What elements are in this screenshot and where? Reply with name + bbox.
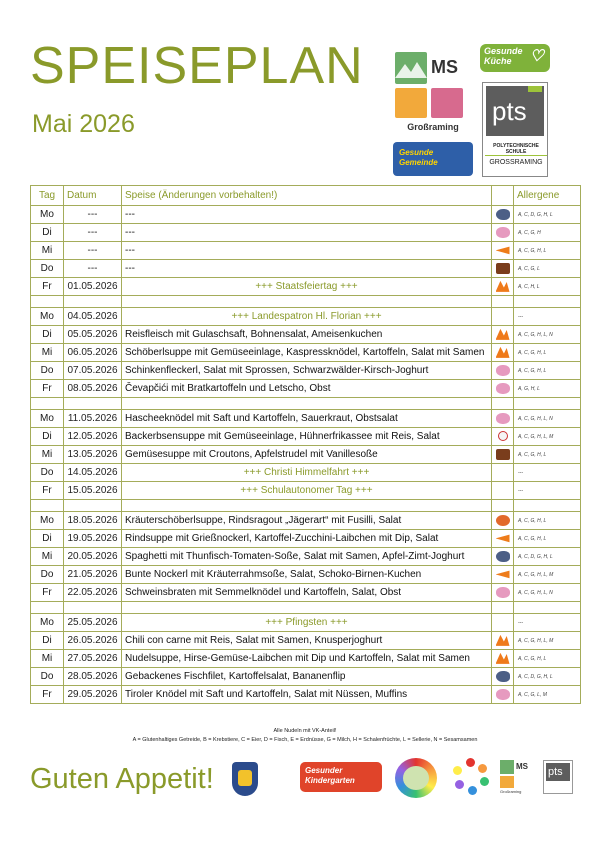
spacer-row — [31, 602, 581, 614]
cell-day: Mo — [31, 206, 64, 224]
cell-allergens: A, C, G, H, L, M — [514, 632, 581, 650]
header-dish: Speise (Änderungen vorbehalten!) — [122, 186, 492, 206]
gesunde-gemeinde-logo: Gesunde Gemeinde — [393, 142, 473, 176]
cell-dish: Backerbsensuppe mit Gemüseeinlage, Hühnerfrikassee mit Reis, Salat — [122, 428, 492, 446]
spacer-cell — [64, 398, 122, 410]
cell-date: 01.05.2026 — [64, 278, 122, 296]
cell-icon — [492, 686, 514, 704]
cell-allergens: A, C, G, H, L, N — [514, 326, 581, 344]
pts-place: GROSSRAMING — [485, 155, 547, 166]
cell-day: Mi — [31, 242, 64, 260]
ms-logo-text: MS — [431, 57, 458, 77]
cell-day: Do — [31, 260, 64, 278]
cell-allergens: A, C, G, H, L — [514, 650, 581, 668]
cell-date: 05.05.2026 — [64, 326, 122, 344]
cell-day: Fr — [31, 278, 64, 296]
spacer-cell — [514, 296, 581, 308]
table-row — [31, 614, 581, 632]
cell-allergens: A, C, G, H, L — [514, 362, 581, 380]
cell-date: 06.05.2026 — [64, 344, 122, 362]
cell-date: 15.05.2026 — [64, 482, 122, 500]
spacer-cell — [31, 296, 64, 308]
cell-icon — [492, 446, 514, 464]
spacer-cell — [122, 602, 492, 614]
table-row — [31, 410, 581, 428]
table-row — [31, 566, 581, 584]
cell-icon — [492, 224, 514, 242]
carrot-icon — [496, 569, 510, 580]
gesunder-kindergarten-logo: Gesunder Kindergarten — [300, 762, 382, 792]
cell-allergens: A, G, H, L — [514, 380, 581, 398]
cell-date: 13.05.2026 — [64, 446, 122, 464]
header-allergens: Allergene — [514, 186, 581, 206]
carrot-icon — [496, 245, 510, 256]
cell-date: 27.05.2026 — [64, 650, 122, 668]
cell-dish: --- — [122, 242, 492, 260]
cell-icon — [492, 344, 514, 362]
spacer-cell — [492, 296, 514, 308]
table-row — [31, 242, 581, 260]
cell-allergens: A, C, G, H, L — [514, 530, 581, 548]
vegetable-icon — [496, 347, 510, 358]
cell-dish: Schweinsbraten mit Semmelknödel und Kartoffeln, Salat, Obst — [122, 584, 492, 602]
cell-allergens: --- — [514, 482, 581, 500]
cell-date: 18.05.2026 — [64, 512, 122, 530]
cell-icon — [492, 362, 514, 380]
cell-allergens: A, C, G, H — [514, 224, 581, 242]
table-row — [31, 206, 581, 224]
cell-day: Mo — [31, 614, 64, 632]
table-row — [31, 668, 581, 686]
gesunde-kueche-logo — [480, 44, 550, 72]
cell-dish: --- — [122, 206, 492, 224]
cell-icon — [492, 278, 514, 296]
carrot-icon — [496, 533, 510, 544]
hearts-logo — [452, 758, 490, 798]
cell-dish: Chili con carne mit Reis, Salat mit Samen, Knusperjoghurt — [122, 632, 492, 650]
cell-holiday: +++ Schulautonomer Tag +++ — [122, 482, 492, 500]
vegetable-icon — [496, 329, 510, 340]
spacer-cell — [492, 500, 514, 512]
spacer-row — [31, 398, 581, 410]
noodle-note: Alle Nudeln mit VK-Anteil! — [273, 728, 337, 734]
cell-icon — [492, 308, 514, 326]
cell-date: --- — [64, 206, 122, 224]
cell-date: 04.05.2026 — [64, 308, 122, 326]
pig-icon — [496, 365, 510, 376]
spacer-cell — [64, 602, 122, 614]
cell-date: 12.05.2026 — [64, 428, 122, 446]
cell-date: 28.05.2026 — [64, 668, 122, 686]
header-icon — [492, 186, 514, 206]
cell-dish: --- — [122, 260, 492, 278]
footer-title: Guten Appetit! — [30, 763, 214, 795]
cell-date: 19.05.2026 — [64, 530, 122, 548]
cake-icon — [496, 449, 510, 460]
ms-logo-place: Großraming — [407, 122, 459, 132]
spacer-row — [31, 500, 581, 512]
cell-dish: Gebackenes Fischfilet, Kartoffelsalat, Bananenflip — [122, 668, 492, 686]
cell-allergens: A, C, G, L — [514, 260, 581, 278]
vegetable-icon — [496, 281, 510, 292]
vegetable-icon — [496, 653, 510, 664]
cell-icon — [492, 668, 514, 686]
spacer-cell — [492, 602, 514, 614]
cell-icon — [492, 326, 514, 344]
cell-dish: Spaghetti mit Thunfisch-Tomaten-Soße, Salat mit Samen, Apfel-Zimt-Joghurt — [122, 548, 492, 566]
table-row — [31, 428, 581, 446]
cell-day: Do — [31, 668, 64, 686]
footer-ms-place: Großraming — [500, 789, 522, 794]
gesunde-kueche-text: Gesunde Küche — [484, 46, 523, 66]
cell-day: Mo — [31, 410, 64, 428]
cell-date: --- — [64, 260, 122, 278]
spacer-cell — [31, 398, 64, 410]
spacer-cell — [31, 500, 64, 512]
cell-day: Fr — [31, 584, 64, 602]
cell-dish: Gemüsesuppe mit Croutons, Apfelstrudel mit Vanillesoße — [122, 446, 492, 464]
cell-day: Mi — [31, 446, 64, 464]
table-row — [31, 362, 581, 380]
fish-icon — [496, 551, 510, 562]
spacer-cell — [514, 398, 581, 410]
cell-allergens: A, C, H, L — [514, 278, 581, 296]
table-row — [31, 260, 581, 278]
cell-allergens: A, C, G, H, L, N — [514, 410, 581, 428]
cell-icon — [492, 530, 514, 548]
table-row — [31, 464, 581, 482]
cell-dish: Nudelsuppe, Hirse-Gemüse-Laibchen mit Dip und Kartoffeln, Salat mit Samen — [122, 650, 492, 668]
table-row — [31, 380, 581, 398]
cell-allergens: A, C, D, G, H, L — [514, 206, 581, 224]
cell-day: Do — [31, 464, 64, 482]
cell-icon — [492, 464, 514, 482]
kindergarten-rainbow-logo — [395, 758, 437, 798]
cell-day: Fr — [31, 482, 64, 500]
pig-icon — [496, 227, 510, 238]
pts-accent — [528, 86, 542, 92]
table-row — [31, 446, 581, 464]
table-row — [31, 326, 581, 344]
table-row — [31, 308, 581, 326]
cell-date: --- — [64, 242, 122, 260]
cell-icon — [492, 380, 514, 398]
footer-ms-logo — [500, 760, 532, 794]
cell-date: 29.05.2026 — [64, 686, 122, 704]
footer-pts-text: pts — [546, 763, 570, 781]
cell-allergens: --- — [514, 308, 581, 326]
cell-day: Di — [31, 224, 64, 242]
pig-icon — [496, 413, 510, 424]
cell-day: Fr — [31, 380, 64, 398]
spacer-cell — [64, 500, 122, 512]
menu-body — [31, 206, 581, 704]
cell-allergens: A, C, G, H, L, M — [514, 566, 581, 584]
cell-allergens: A, C, D, G, H, L — [514, 668, 581, 686]
cell-holiday: +++ Pfingsten +++ — [122, 614, 492, 632]
spacer-cell — [31, 602, 64, 614]
cell-allergens: A, C, D, G, H, L — [514, 548, 581, 566]
cell-day: Do — [31, 362, 64, 380]
cell-day: Mi — [31, 650, 64, 668]
cell-day: Di — [31, 326, 64, 344]
pts-logo-text: pts — [492, 96, 527, 126]
table-row — [31, 584, 581, 602]
pts-school-name: POLYTECHNISCHE SCHULE — [493, 143, 539, 155]
cell-holiday: +++ Christi Himmelfahrt +++ — [122, 464, 492, 482]
cell-day: Mo — [31, 308, 64, 326]
cell-dish: Schöberlsuppe mit Gemüseeinlage, Kaspressknödel, Kartoffeln, Salat mit Samen — [122, 344, 492, 362]
cell-date: 21.05.2026 — [64, 566, 122, 584]
table-row — [31, 224, 581, 242]
cell-allergens: --- — [514, 464, 581, 482]
cell-dish: Tiroler Knödel mit Saft und Kartoffeln, Salat mit Nüssen, Muffins — [122, 686, 492, 704]
cell-icon — [492, 260, 514, 278]
cell-icon — [492, 614, 514, 632]
header-day: Tag — [31, 186, 64, 206]
logo-group — [390, 40, 570, 180]
cell-date: 11.05.2026 — [64, 410, 122, 428]
cell-day: Fr — [31, 686, 64, 704]
cell-day: Mi — [31, 344, 64, 362]
cell-date: 25.05.2026 — [64, 614, 122, 632]
table-row — [31, 278, 581, 296]
footer-ms-text: MS — [516, 762, 528, 771]
cell-allergens: A, C, G, H, L — [514, 344, 581, 362]
cell-icon — [492, 548, 514, 566]
allergen-legend: A = Glutenhaltiges Getreide, B = Krebstiere, C = Eier, D = Fisch, E = Erdnüsse, G = Milch, H = Schalenfrüchte, L = Sellerie, N = Sesamsamen — [132, 737, 478, 743]
table-header-row — [31, 186, 581, 206]
cell-date: 14.05.2026 — [64, 464, 122, 482]
header-date: Datum — [64, 186, 122, 206]
page-subtitle: Mai 2026 — [32, 110, 135, 138]
cell-day: Di — [31, 428, 64, 446]
cell-icon — [492, 650, 514, 668]
cell-dish: Hascheeknödel mit Saft und Kartoffeln, Sauerkraut, Obstsalat — [122, 410, 492, 428]
cell-dish: Reisfleisch mit Gulaschsaft, Bohnensalat, Ameisenkuchen — [122, 326, 492, 344]
cell-allergens: A, C, G, H, L — [514, 242, 581, 260]
cell-dish: --- — [122, 224, 492, 242]
cell-date: 07.05.2026 — [64, 362, 122, 380]
spacer-cell — [492, 398, 514, 410]
fish-icon — [496, 209, 510, 220]
mountain-icon — [395, 52, 427, 84]
cell-day: Mi — [31, 548, 64, 566]
cell-icon — [492, 632, 514, 650]
cell-day: Di — [31, 632, 64, 650]
cell-allergens: A, C, G, H, L, M — [514, 428, 581, 446]
cell-dish: Schinkenfleckerl, Salat mit Sprossen, Schwarzwälder-Kirsch-Joghurt — [122, 362, 492, 380]
heart-icon: ♡ — [529, 48, 544, 65]
cell-dish: Bunte Nockerl mit Kräuterrahmsoße, Salat, Schoko-Birnen-Kuchen — [122, 566, 492, 584]
cell-icon — [492, 584, 514, 602]
cell-holiday: +++ Landespatron Hl. Florian +++ — [122, 308, 492, 326]
table-row — [31, 548, 581, 566]
cell-day: Di — [31, 530, 64, 548]
vegetable-icon — [496, 635, 510, 646]
cell-allergens: A, C, G, L, M — [514, 686, 581, 704]
cell-icon — [492, 242, 514, 260]
cell-icon — [492, 512, 514, 530]
cake-icon — [496, 263, 510, 274]
cell-icon — [492, 566, 514, 584]
spacer-cell — [122, 398, 492, 410]
table-row — [31, 686, 581, 704]
coat-of-arms-icon — [232, 762, 258, 796]
table-row — [31, 650, 581, 668]
footer-pts-logo — [543, 760, 573, 794]
cell-allergens: --- — [514, 614, 581, 632]
cell-day: Mo — [31, 512, 64, 530]
cell-icon — [492, 410, 514, 428]
pts-logo-box — [486, 86, 544, 136]
spacer-cell — [122, 296, 492, 308]
pts-logo — [482, 82, 548, 177]
ms-logo-images — [395, 88, 465, 132]
cell-date: 08.05.2026 — [64, 380, 122, 398]
cell-allergens: A, C, G, H, L, N — [514, 584, 581, 602]
cell-date: 26.05.2026 — [64, 632, 122, 650]
spacer-cell — [122, 500, 492, 512]
chicken-icon — [498, 431, 508, 441]
cell-icon — [492, 428, 514, 446]
cell-day: Do — [31, 566, 64, 584]
ms-logo — [395, 52, 477, 84]
pig-icon — [496, 587, 510, 598]
table-row — [31, 632, 581, 650]
cell-dish: Čevapčići mit Bratkartoffeln und Letscho, Obst — [122, 380, 492, 398]
fish-icon — [496, 671, 510, 682]
page-title: SPEISEPLAN — [30, 37, 364, 95]
bus-icon — [395, 88, 427, 118]
menu-table — [30, 185, 581, 704]
cell-dish: Rindsuppe mit Grießnockerl, Kartoffel-Zucchini-Laibchen mit Dip, Salat — [122, 530, 492, 548]
table-row — [31, 530, 581, 548]
pig-icon — [496, 689, 510, 700]
cell-date: 20.05.2026 — [64, 548, 122, 566]
cell-allergens: A, C, G, H, L — [514, 446, 581, 464]
spacer-cell — [514, 500, 581, 512]
table-row — [31, 344, 581, 362]
cell-date: 22.05.2026 — [64, 584, 122, 602]
cell-holiday: +++ Staatsfeiertag +++ — [122, 278, 492, 296]
people-icon — [431, 88, 463, 118]
spacer-row — [31, 296, 581, 308]
pig-icon — [496, 383, 510, 394]
spacer-cell — [514, 602, 581, 614]
cell-allergens: A, C, G, H, L — [514, 512, 581, 530]
spacer-cell — [64, 296, 122, 308]
table-row — [31, 512, 581, 530]
cell-date: --- — [64, 224, 122, 242]
table-row — [31, 482, 581, 500]
cell-icon — [492, 482, 514, 500]
cell-icon — [492, 206, 514, 224]
cell-dish: Kräuterschöberlsuppe, Rindsragout „Jägerart“ mit Fusilli, Salat — [122, 512, 492, 530]
pasta-icon — [496, 515, 510, 526]
